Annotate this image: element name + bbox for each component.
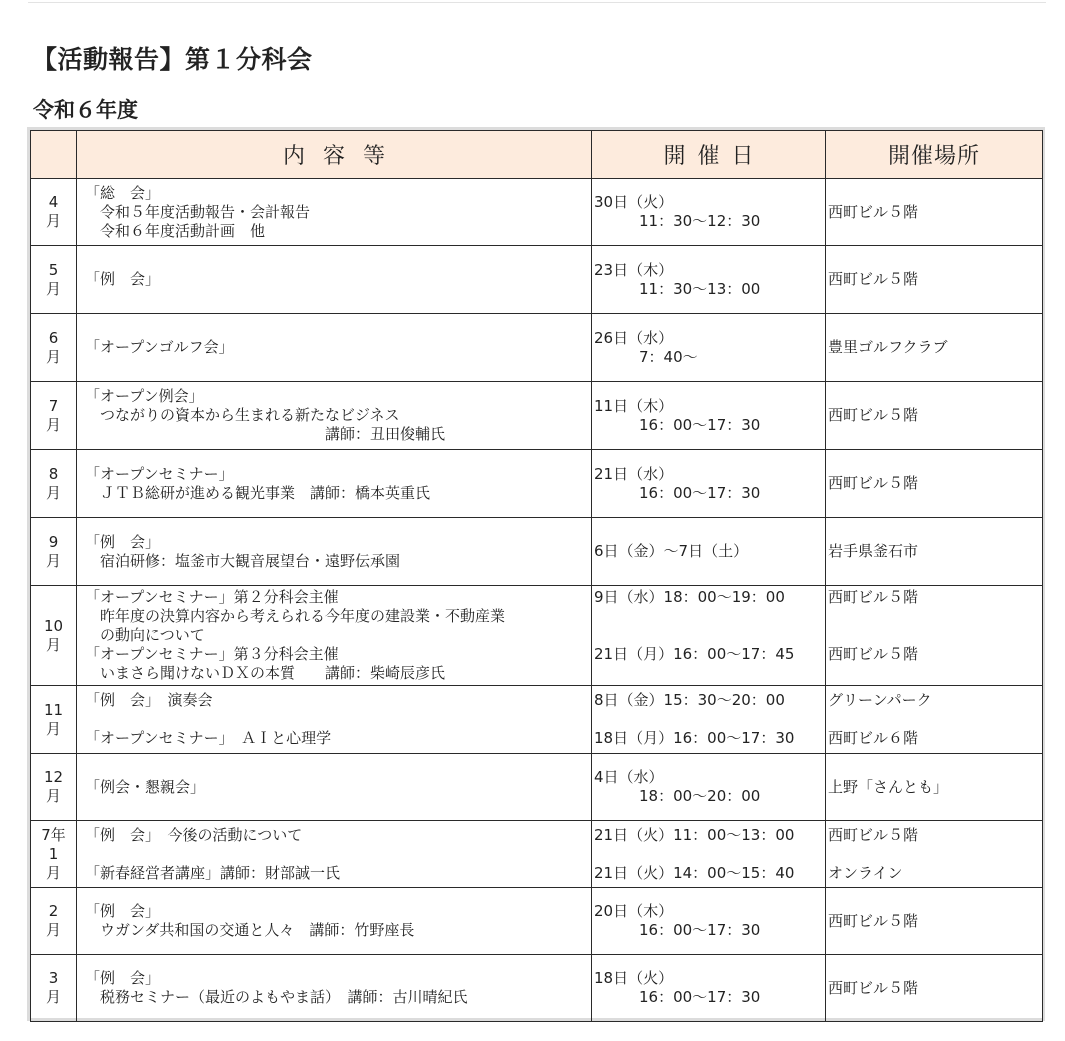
place-cell [826,314,1043,382]
month-cell [31,179,77,246]
month-cell [31,518,77,586]
header-month [31,131,77,179]
month-line: 2 [48,902,59,920]
content-line: ＪＴＢ総研が進める観光事業 講師：橋本英重氏 [85,483,431,502]
month-cell [31,955,77,1022]
place-line [828,607,1042,626]
table-row [31,686,1043,754]
content-line: ウガンダ共和国の交通と人々 講師：竹野座長 [85,921,415,939]
content-cell [77,955,592,1022]
content-line [85,710,591,729]
content-cell [77,888,592,955]
table-row [31,754,1043,821]
month-line: 3 [48,969,59,987]
month-line: 6 [48,328,59,347]
date-line [594,626,825,645]
content-line: 「オープンセミナー」第３分科会主催 [85,645,339,663]
header-date: 開催日 [592,131,826,179]
place-cell [826,179,1043,246]
month-cell [31,382,77,450]
date-cell [592,518,826,586]
content-line: 「オープンセミナー」第２分科会主催 [85,588,339,606]
place-line [828,664,1042,683]
place-line [828,845,1042,864]
content-line: 「例 会」 演奏会 [85,691,213,709]
table-header-row [31,131,1043,179]
date-line: 26日（水） [594,328,674,347]
month-line: 月 [45,863,61,882]
page-title: 【活動報告】第１分科会 [32,45,313,74]
date-cell [592,888,826,955]
month-line: 1 [48,844,59,863]
date-line: 21日（火）14：00～15：40 [594,863,795,882]
table-row [31,955,1043,1022]
month-line: 7年 [41,825,66,844]
place-cell [826,518,1043,586]
date-cell [592,586,826,686]
content-line: の動向について [85,626,205,644]
content-line: 令和６年度活動計画 他 [85,221,266,240]
place-line: 西町ビル５階 [828,978,919,997]
content-line: 税務セミナー（最近のよもやま話） 講師：古川晴紀氏 [85,988,468,1006]
month-line: 12 [43,768,64,786]
place-line: 豊里ゴルフクラブ [828,338,948,356]
table-row [31,888,1043,955]
date-line: 4日（水） [594,768,664,786]
month-cell [31,888,77,955]
month-line: 4 [48,193,59,211]
date-line: 18日（火） [594,969,674,987]
content-cell [77,450,592,518]
place-line: 西町ビル５階 [828,202,919,221]
place-line: 西町ビル５階 [828,406,919,424]
content-cell [77,821,592,888]
date-line: 6日（金）～7日（土） [594,542,749,560]
date-line [594,710,825,729]
month-line: 月 [45,483,61,502]
activity-schedule-table [30,130,1043,1022]
content-line: 「オープンゴルフ会」 [85,338,234,356]
month-line: 月 [45,279,61,298]
place-cell [826,686,1043,754]
place-line: 岩手県釜石市 [828,542,919,560]
fiscal-year-heading: 令和６年度 [33,98,138,122]
date-line: 18日（月）16：00～17：30 [594,729,795,747]
place-cell [826,821,1043,888]
content-line: 講師：丑田俊輔氏 [85,425,446,443]
date-line: 21日（月）16：00～17：45 [594,645,795,663]
table-row [31,246,1043,314]
table-row [31,518,1043,586]
date-cell [592,754,826,821]
month-cell [31,450,77,518]
place-line [828,626,1042,645]
place-line: 上野「さんとも」 [828,777,949,796]
date-line: 8日（金）15：30～20：00 [594,691,785,709]
date-line: 11日（木） [594,396,674,415]
place-cell [826,382,1043,450]
date-line: 21日（火）11：00～13：00 [594,825,795,844]
content-line: 宿泊研修：塩釜市大観音展望台・遠野伝承園 [85,551,401,570]
date-line [594,664,825,683]
content-cell [77,686,592,754]
content-line: 令和５年度活動報告・会計報告 [85,202,311,221]
place-line: 西町ビル５階 [828,474,919,492]
date-line: 16：00～17：30 [594,988,761,1006]
month-line: 月 [45,347,61,366]
month-line: 月 [45,415,61,434]
month-line: 月 [45,635,61,654]
content-line: 「例会・懇親会」 [85,777,206,796]
place-cell [826,754,1043,821]
place-cell [826,246,1043,314]
month-cell [31,686,77,754]
content-cell [77,754,592,821]
content-cell [77,314,592,382]
place-line: 西町ビル５階 [828,825,919,844]
top-divider [28,2,1046,3]
content-line: いまさら聞けないＤＸの本質 講師：柴崎辰彦氏 [85,664,446,682]
date-line: 21日（水） [594,464,674,483]
header-place: 開催場所 [826,131,1043,179]
date-cell [592,955,826,1022]
header-content: 内容等 [77,131,592,179]
month-line: 10 [43,616,64,635]
place-line [828,710,1042,729]
month-line: 月 [45,787,61,805]
date-line: 16：00～17：30 [594,415,761,434]
month-line: 月 [45,551,61,570]
content-line: 「例 会」 [85,969,161,987]
content-line: 「新春経営者講座」講師：財部誠一氏 [85,863,341,882]
month-line: 月 [45,921,61,939]
place-cell [826,586,1043,686]
month-line: 月 [45,988,61,1006]
month-line: 7 [48,396,59,415]
date-cell [592,179,826,246]
table-row [31,179,1043,246]
month-line: 月 [45,212,61,230]
month-cell [31,754,77,821]
date-cell [592,686,826,754]
content-line: 「オープンセミナー」 ＡＩと心理学 [85,729,332,747]
place-line: 西町ビル５階 [828,645,919,663]
month-cell [31,821,77,888]
content-line: 「オープン例会」 [85,387,204,405]
date-line: 20日（木） [594,902,674,920]
place-line: 西町ビル５階 [828,911,919,930]
place-line: オンライン [828,863,903,882]
date-line [594,607,825,626]
date-cell [592,246,826,314]
date-line: 11：30～13：00 [594,279,761,298]
date-cell [592,450,826,518]
content-cell [77,382,592,450]
content-line [85,845,591,864]
date-line: 23日（木） [594,260,674,279]
table-row [31,450,1043,518]
month-line: 9 [48,532,59,551]
place-cell [826,888,1043,955]
content-cell [77,179,592,246]
table-row [31,586,1043,686]
date-line: 7：40～ [594,347,698,366]
month-line: 11 [43,700,64,719]
content-line: 「例 会」 [85,270,161,288]
table-row [31,821,1043,888]
content-line: つながりの資本から生まれる新たなビジネス [85,406,400,424]
date-line: 11：30～12：30 [594,212,761,230]
date-line: 30日（火） [594,193,674,211]
month-line: 月 [45,719,61,738]
content-line: 「例 会」 今後の活動について [85,825,303,844]
content-line: 「例 会」 [85,532,161,551]
place-cell [826,450,1043,518]
month-cell [31,586,77,686]
date-line: 18：00～20：00 [594,787,761,805]
content-line: 「オープンセミナー」 [85,464,234,483]
month-line: 5 [48,260,59,279]
date-cell [592,314,826,382]
place-line: グリーンパーク [828,691,932,709]
date-line: 16：00～17：30 [594,483,761,502]
date-line: 9日（水）18：00～19：00 [594,588,785,606]
schedule-table-frame [27,127,1045,1021]
place-line: 西町ビル６階 [828,729,919,747]
content-line: 「総 会」 [85,183,161,202]
content-cell [77,586,592,686]
date-line: 16：00～17：30 [594,921,761,939]
content-line: 「例 会」 [85,902,161,920]
place-line: 西町ビル５階 [828,270,919,288]
content-cell [77,518,592,586]
table-row [31,314,1043,382]
table-row [31,382,1043,450]
place-line: 西町ビル５階 [828,588,919,606]
month-line: 8 [48,464,59,483]
month-cell [31,246,77,314]
date-cell [592,382,826,450]
date-cell [592,821,826,888]
date-line [594,845,825,864]
month-cell [31,314,77,382]
content-cell [77,246,592,314]
place-cell [826,955,1043,1022]
content-line: 昨年度の決算内容から考えられる今年度の建設業・不動産業 [85,607,506,625]
